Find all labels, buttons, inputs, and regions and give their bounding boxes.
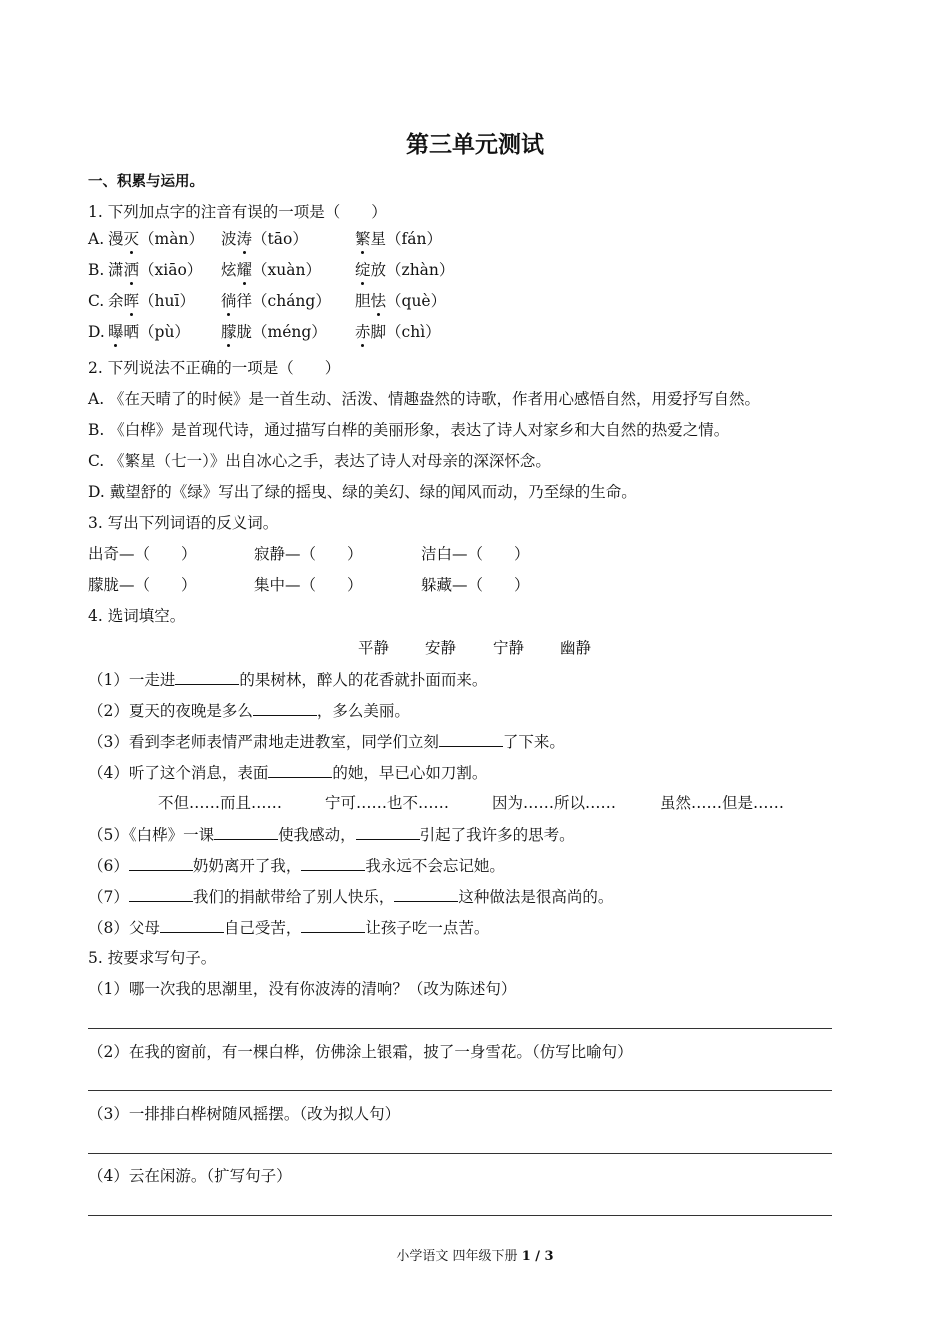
page-footer [0,1245,950,1264]
q2-option-a: A. 《在天晴了的时候》是一首生动、活泼、情趣盎然的诗歌，作者用心感悟自然，用爱抒写自然。 [88,390,761,408]
fill-blank [439,731,503,747]
antonym-item: 集中—（ ） [254,576,363,594]
fill-item: （5）《白桦》一课 使我感动， 引起了我许多的思考。 [88,826,575,844]
fill-item: （3）看到李老师表情严肃地走进教室，同学们立刻 了下来。 [88,733,565,751]
antonym-item: 出奇—（ ） [88,545,197,563]
option-label: B. [88,261,105,279]
fill-item: （6） 奶奶离开了我， 我永远不会忘记她。 [88,857,505,875]
fill-item: （7） 我们的捐献带给了别人快乐， 这种做法是很高尚的。 [88,888,614,906]
page-title: 第三单元测试 [406,132,544,158]
fill-blank [160,917,224,933]
conjunction-choice: 不但……而且…… [158,794,283,812]
answer-line[interactable] [88,1090,832,1091]
word-choice: 宁静 [493,639,525,657]
word-c: 赤脚（chì） [355,323,441,341]
fill-blank [253,700,317,716]
q2-stem: 2. 下列说法不正确的一项是（ ） [88,359,341,377]
answer-line[interactable] [88,1153,832,1154]
q4-stem: 4. 选词填空。 [88,607,186,625]
antonym-item: 洁白—（ ） [421,545,530,563]
word-b: 徜徉（cháng） [221,292,331,310]
section-heading: 一、积累与运用。 [88,174,204,190]
rewrite-item: （2）在我的窗前，有一棵白桦，仿佛涂上银霜，披了一身雪花。（仿写比喻句） [88,1043,633,1061]
fill-item: （4）听了这个消息，表面 的她，早已心如刀割。 [88,764,488,782]
rewrite-item: （4）云在闲游。（扩写句子） [88,1167,292,1185]
word-a: 曝晒（pù） [108,323,190,341]
antonym-item: 寂静—（ ） [254,545,363,563]
conjunction-choice: 虽然……但是…… [660,794,785,812]
q2-option-b: B. 《白桦》是首现代诗，通过描写白桦的美丽形象，表达了诗人对家乡和大自然的热爱之情。 [88,421,730,439]
rewrite-item: （1）哪一次我的思潮里，没有你波涛的清响？（改为陈述句） [88,980,517,998]
q2-option-c: C. 《繁星（七一）》出自冰心之手，表达了诗人对母亲的深深怀念。 [88,452,551,470]
word-choice: 平静 [358,639,390,657]
fill-blank [394,886,458,902]
word-a: 漫灭（màn） [108,230,204,248]
q5-stem: 5. 按要求写句子。 [88,949,217,967]
option-label: D. [88,323,105,341]
fill-blank [129,855,193,871]
word-c: 胆怯（què） [355,292,447,310]
antonym-item: 躲藏—（ ） [421,576,530,594]
word-a: 余晖（huī） [108,292,195,310]
word-b: 朦胧（méng） [221,323,327,341]
answer-line[interactable] [88,1215,832,1216]
word-b: 炫耀（xuàn） [221,261,321,279]
conjunction-choice: 宁可……也不…… [325,794,450,812]
q3-stem: 3. 写出下列词语的反义词。 [88,514,279,532]
rewrite-item: （3）一排排白桦树随风摇摆。（改为拟人句） [88,1105,401,1123]
answer-line[interactable] [88,1028,832,1029]
conjunction-choice: 因为……所以…… [492,794,617,812]
option-label: A. [88,230,105,248]
word-a: 潇洒（xiāo） [108,261,203,279]
option-label: C. [88,292,105,310]
q2-option-d: D. 戴望舒的《绿》写出了绿的摇曳、绿的美幻、绿的闻风而动，乃至绿的生命。 [88,483,637,501]
fill-blank [301,855,365,871]
word-choice: 安静 [425,639,457,657]
word-c: 绽放（zhàn） [355,261,455,279]
fill-item: （8）父母 自己受苦， 让孩子吃一点苦。 [88,919,490,937]
fill-blank [301,917,365,933]
antonym-item: 朦胧—（ ） [88,576,197,594]
fill-blank [268,762,332,778]
fill-blank [356,824,420,840]
fill-item: （1）一走进 的果树林，醉人的花香就扑面而来。 [88,671,488,689]
word-b: 波涛（tāo） [221,230,308,248]
q1-stem: 1. 下列加点字的注音有误的一项是（ ） [88,203,387,221]
word-choice: 幽静 [560,639,592,657]
page-number: 1 / 3 [521,1249,554,1264]
footer-text: 小学语文 四年级下册 [396,1249,522,1264]
fill-blank [214,824,278,840]
word-c: 繁星（fán） [355,230,442,248]
fill-item: （2）夏天的夜晚是多么 ，多么美丽。 [88,702,410,720]
fill-blank [129,886,193,902]
fill-blank [175,669,239,685]
